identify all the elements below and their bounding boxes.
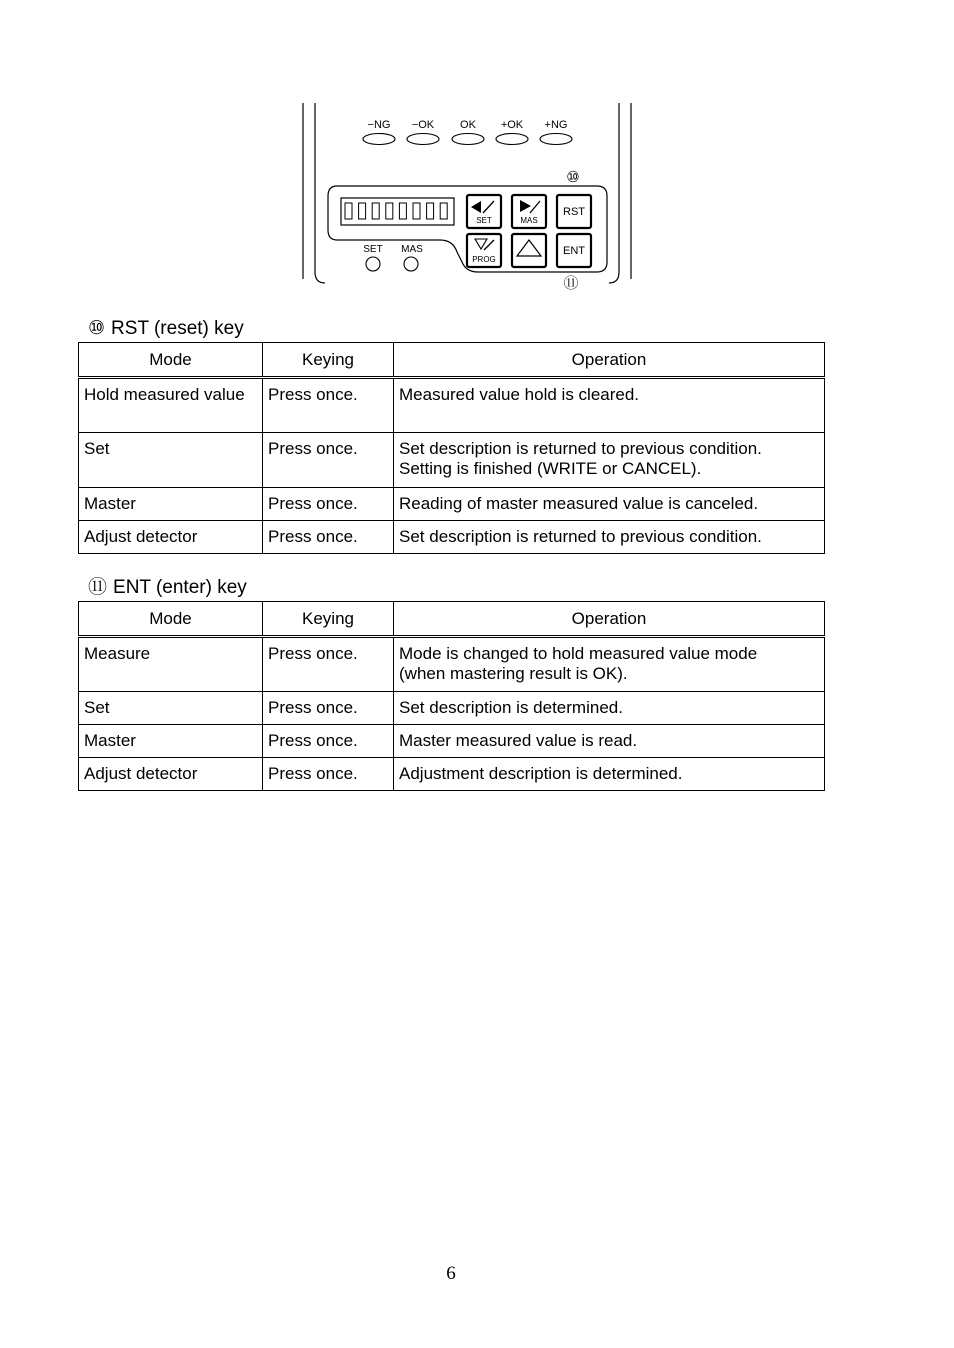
keying-cell: Press once. bbox=[263, 725, 394, 758]
operation-line: Setting is finished (WRITE or CANCEL). bbox=[399, 459, 702, 478]
display-digit-cell bbox=[440, 203, 447, 219]
operation-cell bbox=[394, 433, 825, 488]
rst-section-heading bbox=[88, 318, 244, 340]
operation-line: Measured value hold is cleared. bbox=[399, 385, 640, 404]
mode-cell: Hold measured value bbox=[79, 378, 263, 433]
lamp-label-ok: OK bbox=[460, 119, 476, 131]
header-operation: Operation bbox=[394, 343, 825, 378]
lamp-minus-ng bbox=[363, 134, 395, 145]
operation-line: Master measured value is read. bbox=[399, 731, 638, 750]
rst-key[interactable] bbox=[557, 195, 591, 228]
keying-cell: Press once. bbox=[263, 637, 394, 692]
judgement-lamps bbox=[363, 119, 572, 145]
lamp-label-minus-ng: −NG bbox=[367, 119, 391, 131]
display-digit-cell bbox=[372, 203, 379, 219]
display-digit-cell bbox=[359, 203, 366, 219]
ent-section-heading bbox=[88, 577, 247, 599]
lamp-label-minus-ok: −OK bbox=[411, 119, 435, 131]
operation-cell bbox=[394, 758, 825, 791]
rst-section-number: ⑩ bbox=[88, 318, 106, 339]
table-row bbox=[79, 378, 825, 433]
up-key[interactable] bbox=[512, 234, 546, 267]
callout-rst: ⑩ bbox=[566, 169, 580, 186]
table-row bbox=[79, 758, 825, 791]
ent-key-label: ENT bbox=[563, 245, 585, 257]
left-set-key[interactable] bbox=[467, 195, 501, 228]
operation-line: Mode is changed to hold measured value mode bbox=[399, 644, 758, 663]
header-keying: Keying bbox=[263, 602, 394, 637]
table-row bbox=[79, 488, 825, 521]
operation-cell bbox=[394, 378, 825, 433]
rst-key-table bbox=[78, 342, 825, 554]
operation-line: Reading of master measured value is canceled. bbox=[399, 494, 759, 513]
mode-cell: Set bbox=[79, 433, 263, 488]
operation-line: Set description is returned to previous condition. bbox=[399, 527, 762, 546]
mas-key-label: MAS bbox=[520, 216, 538, 225]
page-number: 6 bbox=[446, 1263, 456, 1284]
lamp-plus-ok bbox=[496, 134, 528, 145]
rst-key-label: RST bbox=[563, 206, 585, 218]
mode-cell: Measure bbox=[79, 637, 263, 692]
mode-cell: Master bbox=[79, 488, 263, 521]
operation-cell bbox=[394, 692, 825, 725]
table-row bbox=[79, 637, 825, 692]
ent-key-table bbox=[78, 601, 825, 791]
lamp-ok bbox=[452, 134, 484, 145]
prog-key-label: PROG bbox=[472, 255, 496, 264]
operation-line: Set description is returned to previous condition. bbox=[399, 439, 762, 458]
mode-cell: Adjust detector bbox=[79, 521, 263, 554]
operation-line: (when mastering result is OK). bbox=[399, 664, 628, 683]
lamp-label-plus-ng: +NG bbox=[544, 119, 568, 131]
indicator-set-label: SET bbox=[363, 244, 383, 255]
mode-cell: Set bbox=[79, 692, 263, 725]
rst-section-title: RST (reset) key bbox=[111, 318, 244, 339]
keying-cell: Press once. bbox=[263, 521, 394, 554]
keying-cell: Press once. bbox=[263, 488, 394, 521]
set-mas-indicators bbox=[363, 244, 423, 271]
indicator-mas-label: MAS bbox=[401, 244, 423, 255]
table-header-row bbox=[79, 602, 825, 637]
callout-ent: ⑪ bbox=[563, 275, 579, 292]
front-panel-figure bbox=[0, 0, 954, 300]
keying-cell: Press once. bbox=[263, 433, 394, 488]
operation-line: Adjustment description is determined. bbox=[399, 764, 683, 783]
set-key-label: SET bbox=[476, 216, 492, 225]
header-keying: Keying bbox=[263, 343, 394, 378]
mode-cell: Master bbox=[79, 725, 263, 758]
operation-line: Set description is determined. bbox=[399, 698, 623, 717]
display-digit-cell bbox=[399, 203, 406, 219]
lamp-minus-ok bbox=[407, 134, 439, 145]
indicator-set-lamp bbox=[366, 257, 380, 271]
display-digit-cell bbox=[345, 203, 352, 219]
header-mode: Mode bbox=[79, 602, 263, 637]
table-row bbox=[79, 725, 825, 758]
operation-cell bbox=[394, 488, 825, 521]
mode-cell: Adjust detector bbox=[79, 758, 263, 791]
operation-cell bbox=[394, 521, 825, 554]
table-row bbox=[79, 433, 825, 488]
ent-key[interactable] bbox=[557, 234, 591, 267]
header-mode: Mode bbox=[79, 343, 263, 378]
ent-section-number: ⑪ bbox=[88, 577, 108, 598]
keying-cell: Press once. bbox=[263, 758, 394, 791]
display-digit-cell bbox=[427, 203, 434, 219]
header-operation: Operation bbox=[394, 602, 825, 637]
lamp-plus-ng bbox=[540, 134, 572, 145]
operation-cell bbox=[394, 725, 825, 758]
keying-cell: Press once. bbox=[263, 692, 394, 725]
lamp-label-plus-ok: +OK bbox=[500, 119, 524, 131]
table-row bbox=[79, 692, 825, 725]
table-row bbox=[79, 521, 825, 554]
keying-cell: Press once. bbox=[263, 378, 394, 433]
operation-cell bbox=[394, 637, 825, 692]
ent-section-title: ENT (enter) key bbox=[113, 577, 247, 598]
table-header-row bbox=[79, 343, 825, 378]
down-prog-key[interactable] bbox=[467, 234, 501, 267]
digit-display bbox=[341, 198, 454, 225]
display-digit-cell bbox=[413, 203, 420, 219]
indicator-mas-lamp bbox=[404, 257, 418, 271]
right-mas-key[interactable] bbox=[512, 195, 546, 228]
display-digit-cell bbox=[386, 203, 393, 219]
